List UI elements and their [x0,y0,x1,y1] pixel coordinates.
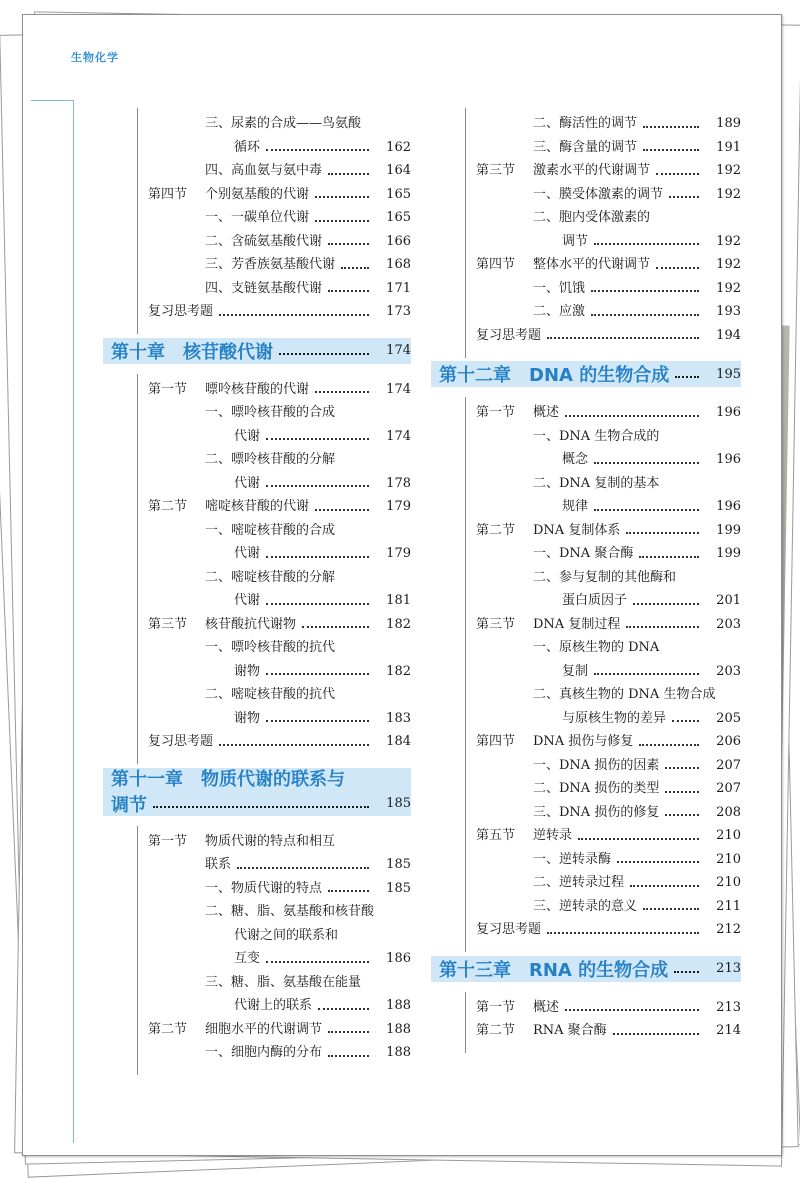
entry-title: 二、DNA 复制的基本 [533,475,660,491]
dot-leader [643,908,699,910]
page-number: 192 [716,163,741,178]
dot-leader [643,126,699,128]
page-number: 210 [716,875,741,890]
entry-title: 代谢之间的联系和 [234,927,339,943]
dot-leader [328,243,369,245]
dot-leader [302,626,369,628]
header-corner-rule [31,100,74,114]
toc-entry[interactable] [431,159,741,183]
toc-entry[interactable] [103,542,411,566]
toc-entry[interactable] [103,495,411,519]
chapter-title-continued: 调节 [111,794,147,816]
entry-title: 二、嘌呤核苷酸的分解 [205,452,336,467]
toc-entry[interactable] [431,183,741,207]
entry-title: 二、逆转录过程 [533,875,625,890]
page-number: 203 [716,663,741,679]
dot-leader [279,353,369,355]
page-number: 194 [716,327,741,343]
toc-entry[interactable] [103,830,411,854]
page-number: 196 [716,452,741,467]
entry-title: 三、酶含量的调节 [533,139,638,155]
dot-leader [665,791,699,793]
page-number: 213 [716,961,741,976]
toc-entry[interactable] [431,918,741,942]
dot-leader [547,337,699,339]
entry-title: 复习思考题 [148,734,214,749]
entry-title: 二、酶活性的调节 [533,116,638,131]
entry-title: 物质代谢的特点和相互 [205,833,336,849]
page-number: 173 [386,304,411,319]
dot-leader [639,556,699,558]
dot-leader [594,462,699,464]
dot-leader [328,173,369,175]
toc-entry[interactable] [431,777,741,801]
page-number: 206 [716,734,741,749]
page-number: 210 [716,851,741,867]
entry-title: 谢物 [234,710,261,726]
dot-leader [219,744,369,746]
toc-entry[interactable] [431,613,741,637]
running-header: 生物化学 [71,51,119,64]
toc-entry[interactable] [431,754,741,778]
toc-entry[interactable] [431,824,741,848]
chapter-title: 第十二章 DNA 的生物合成 [439,365,670,386]
page-number: 168 [386,257,411,272]
entry-title: 调节 [562,233,589,249]
dot-leader [315,509,369,511]
page-number: 207 [716,781,741,796]
entry-title: 规律 [562,499,589,514]
dot-leader [626,532,699,534]
dot-leader [328,890,369,892]
toc-entry[interactable] [431,707,741,731]
toc-entry[interactable] [431,636,741,660]
section-number: 第二节 [148,499,188,514]
entry-title: 二、含硫氨基酸代谢 [205,233,323,249]
dot-leader [675,376,699,378]
toc-entry[interactable] [103,277,411,301]
dot-leader [266,720,369,722]
entry-title: 复制 [562,663,589,679]
entry-title: 四、支链氨基酸代谢 [205,280,323,296]
page-number: 192 [716,233,741,249]
entry-title: 二、嘧啶核苷酸的抗代 [205,687,336,702]
toc-entry[interactable] [103,159,411,183]
entry-title: 二、嘧啶核苷酸的分解 [205,569,336,585]
page-number: 196 [716,499,741,514]
dot-leader [591,290,699,292]
entry-title: 三、逆转录的意义 [533,898,638,914]
entry-title: 细胞水平的代谢调节 [205,1021,323,1037]
dot-leader [237,867,369,869]
page-number: 182 [386,616,411,632]
entry-title: 三、糖、脂、氨基酸在能量 [205,974,362,990]
entry-title: 一、DNA 损伤的因素 [533,757,660,773]
entry-title: 二、应激 [533,304,586,319]
toc-entry[interactable] [103,300,411,324]
entry-title: 一、细胞内酶的分布 [205,1045,323,1060]
page-number: 179 [386,499,411,514]
section-number: 第二节 [148,1021,188,1037]
toc-entry[interactable] [431,425,741,449]
toc-entry[interactable] [431,472,741,496]
section-number: 第二节 [476,1023,516,1038]
toc-entry[interactable] [103,613,411,637]
dot-leader [315,391,369,393]
entry-title: 复习思考题 [476,922,542,937]
entry-title: 一、物质代谢的特点 [205,880,323,896]
entry-title: 逆转录 [533,828,573,843]
dot-leader [594,673,699,675]
chapter-title-line2 [103,792,411,816]
page-number: 196 [716,405,741,420]
page-number: 199 [716,546,741,561]
page-number: 171 [386,280,411,296]
toc-entry[interactable] [431,660,741,684]
dot-leader [219,314,369,316]
section-number: 第一节 [148,381,188,397]
section-number: 第三节 [148,616,188,632]
entry-title: 代谢 [234,546,261,561]
page-number: 183 [386,710,411,726]
toc-entry[interactable] [103,425,411,449]
page-number: 165 [386,210,411,225]
toc-entry[interactable] [431,683,741,707]
entry-title: 概述 [533,405,560,420]
dot-leader [547,932,699,934]
entry-title: 一、DNA 聚合酶 [533,546,634,561]
dot-leader [594,509,699,511]
toc-entry[interactable] [431,542,741,566]
toc-entry[interactable] [103,924,411,948]
entry-title: 核苷酸抗代谢物 [205,616,297,632]
dot-leader [656,267,699,269]
dot-leader [266,673,369,675]
entry-title: DNA 复制过程 [533,616,621,632]
entry-title: 复习思考题 [476,327,542,343]
entry-title: 嘧啶核苷酸的代谢 [205,499,310,514]
toc-entry[interactable] [431,300,741,324]
page-number: 166 [386,233,411,249]
page-number: 174 [386,428,411,444]
dot-leader [591,314,699,316]
dot-leader [315,196,369,198]
page-number: 207 [716,757,741,773]
entry-title: 一、嘌呤核苷酸的合成 [205,405,336,420]
entry-title: 复习思考题 [148,304,214,319]
section-number: 第三节 [476,616,516,632]
group-rule [465,397,466,952]
page-number: 199 [716,522,741,538]
dot-leader [341,267,369,269]
group-rule [137,108,138,334]
section-number: 第一节 [148,833,188,849]
toc-entry[interactable] [103,683,411,707]
toc-entry[interactable] [431,136,741,160]
toc-page [22,14,782,1156]
toc-entry[interactable] [103,730,411,754]
dot-leader [266,149,369,151]
page-number: 195 [716,366,741,382]
entry-title: 一、逆转录酶 [533,851,612,867]
dot-leader [656,173,699,175]
entry-title: 三、芳香族氨基酸代谢 [205,257,336,272]
toc-entry[interactable] [103,1018,411,1042]
dot-leader [266,556,369,558]
page-number: 178 [386,475,411,491]
page-number: 162 [386,139,411,155]
page-number: 186 [386,951,411,966]
dot-leader [674,971,699,973]
toc-column-left [103,112,411,1065]
toc-entry[interactable] [103,253,411,277]
toc-entry[interactable] [103,566,411,590]
toc-entry[interactable] [431,801,741,825]
toc-entry[interactable] [103,401,411,425]
toc-entry[interactable] [431,495,741,519]
page-number: 192 [716,280,741,296]
page-number: 210 [716,828,741,843]
entry-title: 二、胞内受体激素的 [533,210,651,225]
section-number: 第二节 [476,522,516,538]
entry-title: 循环 [234,139,261,155]
entry-title: 一、DNA 生物合成的 [533,428,660,444]
entry-title: 概念 [562,452,589,467]
toc-entry[interactable] [431,206,741,230]
section-number: 第四节 [148,186,188,202]
entry-title: 二、糖、脂、氨基酸和核苷酸 [205,904,375,919]
toc-entry[interactable] [431,566,741,590]
dot-leader [328,1055,369,1057]
toc-entry[interactable] [103,112,411,136]
toc-entry[interactable] [103,183,411,207]
dot-leader [626,626,699,628]
dot-leader [665,767,699,769]
entry-title: 一、膜受体激素的调节 [533,186,664,202]
entry-title: 嘌呤核苷酸的代谢 [205,381,310,397]
entry-title: 蛋白质因子 [562,593,628,608]
entry-title: 四、高血氨与氨中毒 [205,163,323,178]
page-number: 191 [716,139,741,155]
toc-entry[interactable] [103,230,411,254]
toc-entry[interactable] [103,853,411,877]
toc-entry[interactable] [431,589,741,613]
entry-title: 代谢 [234,428,261,444]
dot-leader [639,744,699,746]
page-number: 174 [386,381,411,397]
section-number: 第五节 [476,828,516,843]
toc-entry[interactable] [431,253,741,277]
entry-title: DNA 损伤与修复 [533,734,634,749]
page-number: 164 [386,163,411,178]
entry-title: 二、参与复制的其他酶和 [533,569,677,585]
dot-leader [266,961,369,963]
dot-leader [665,814,699,816]
group-rule [137,826,138,1075]
dot-leader [315,220,369,222]
toc-entry[interactable] [431,895,741,919]
toc-entry[interactable] [431,401,741,425]
dot-leader [328,1031,369,1033]
dot-leader [565,415,699,417]
entry-title: 激素水平的代谢调节 [533,163,651,178]
group-rule [137,374,138,764]
page-number: 185 [386,857,411,872]
section-number: 第三节 [476,163,516,178]
dot-leader [266,603,369,605]
entry-title: 二、真核生物的 DNA 生物合成 [533,687,716,702]
dot-leader [153,806,369,808]
toc-entry[interactable] [431,519,741,543]
entry-title: 谢物 [234,663,261,679]
dot-leader [594,243,699,245]
entry-title: 联系 [205,857,232,872]
page-number: 188 [386,1045,411,1060]
chapter-heading[interactable] [431,956,741,982]
dot-leader [613,1033,699,1035]
page-number: 201 [716,593,741,608]
entry-title: RNA 聚合酶 [533,1023,607,1038]
toc-entry[interactable] [103,971,411,995]
group-rule [465,108,466,358]
dot-leader [669,196,699,198]
page-number: 179 [386,546,411,561]
page-number: 213 [716,999,741,1015]
toc-entry[interactable] [103,900,411,924]
dot-leader [643,149,699,151]
entry-title: 与原核生物的差异 [562,710,667,726]
entry-title: 互变 [234,951,261,966]
entry-title: 概述 [533,999,560,1015]
entry-title: 一、原核生物的 DNA [533,640,660,655]
page-number: 211 [716,898,741,914]
toc-entry[interactable] [103,994,411,1018]
toc-entry[interactable] [103,589,411,613]
page-number: 189 [716,116,741,131]
chapter-title: 第十章 核苷酸代谢 [111,341,273,363]
toc-entry[interactable] [103,378,411,402]
toc-entry[interactable] [103,636,411,660]
entry-title: 代谢 [234,475,261,491]
toc-entry[interactable] [103,448,411,472]
page-number: 208 [716,804,741,820]
page-number: 181 [386,593,411,608]
entry-title: 二、DNA 损伤的类型 [533,781,660,796]
chapter-title: 第十三章 RNA 的生物合成 [439,959,669,981]
dot-leader [266,485,369,487]
page-number: 212 [716,922,741,937]
page-number: 182 [386,663,411,679]
entry-title: 三、DNA 损伤的修复 [533,804,660,820]
toc-entry[interactable] [431,996,741,1020]
section-number: 第一节 [476,999,516,1015]
chapter-title: 第十一章 物质代谢的联系与 [111,768,345,790]
entry-title: 一、饥饿 [533,280,586,296]
page-number: 205 [716,710,741,726]
dot-leader [318,1008,369,1010]
chapter-heading[interactable] [431,361,741,387]
page-number: 174 [386,343,411,358]
toc-entry[interactable] [431,112,741,136]
dot-leader [633,603,699,605]
toc-column-right [431,112,741,1043]
toc-entry[interactable] [103,877,411,901]
toc-entry[interactable] [431,230,741,254]
toc-entry[interactable] [103,707,411,731]
toc-entry[interactable] [103,947,411,971]
page-number: 185 [386,796,411,811]
toc-entry[interactable] [103,206,411,230]
page-number: 192 [716,257,741,272]
toc-entry[interactable] [431,730,741,754]
margin-rule [73,113,74,1143]
entry-title: 整体水平的代谢调节 [533,257,651,272]
entry-title: 一、一碳单位代谢 [205,210,310,225]
toc-entry[interactable] [431,277,741,301]
dot-leader [565,1009,699,1011]
toc-entry[interactable] [431,324,741,348]
section-number: 第四节 [476,257,516,272]
dot-leader [266,438,369,440]
toc-entry[interactable] [103,1041,411,1065]
page-number: 192 [716,186,741,202]
dot-leader [328,290,369,292]
dot-leader [578,838,699,840]
entry-title: 一、嘌呤核苷酸的抗代 [205,640,336,655]
chapter-heading[interactable] [103,338,411,364]
entry-title: 个别氨基酸的代谢 [205,186,310,202]
page-number: 193 [716,304,741,319]
entry-title: DNA 复制体系 [533,522,621,538]
section-number: 第一节 [476,405,516,420]
entry-title: 代谢上的联系 [234,998,313,1013]
group-rule [465,992,466,1053]
entry-title: 代谢 [234,593,261,608]
page-number: 165 [386,186,411,202]
toc-entry[interactable] [431,1019,741,1043]
page-number: 214 [716,1023,741,1038]
entry-title: 一、嘧啶核苷酸的合成 [205,522,336,538]
toc-entry[interactable] [431,871,741,895]
dot-leader [672,720,699,722]
section-number: 第四节 [476,734,516,749]
page-number: 203 [716,616,741,632]
toc-entry[interactable] [103,660,411,684]
toc-entry[interactable] [103,136,411,160]
dot-leader [617,861,699,863]
page-number: 188 [386,1021,411,1037]
chapter-heading[interactable] [103,768,411,816]
entry-title: 三、尿素的合成——鸟氨酸 [205,116,362,131]
toc-entry[interactable] [103,472,411,496]
page-number: 185 [386,880,411,896]
page-number: 188 [386,998,411,1013]
toc-entry[interactable] [431,448,741,472]
dot-leader [630,885,699,887]
page-number: 184 [386,734,411,749]
toc-entry[interactable] [431,848,741,872]
toc-entry[interactable] [103,519,411,543]
